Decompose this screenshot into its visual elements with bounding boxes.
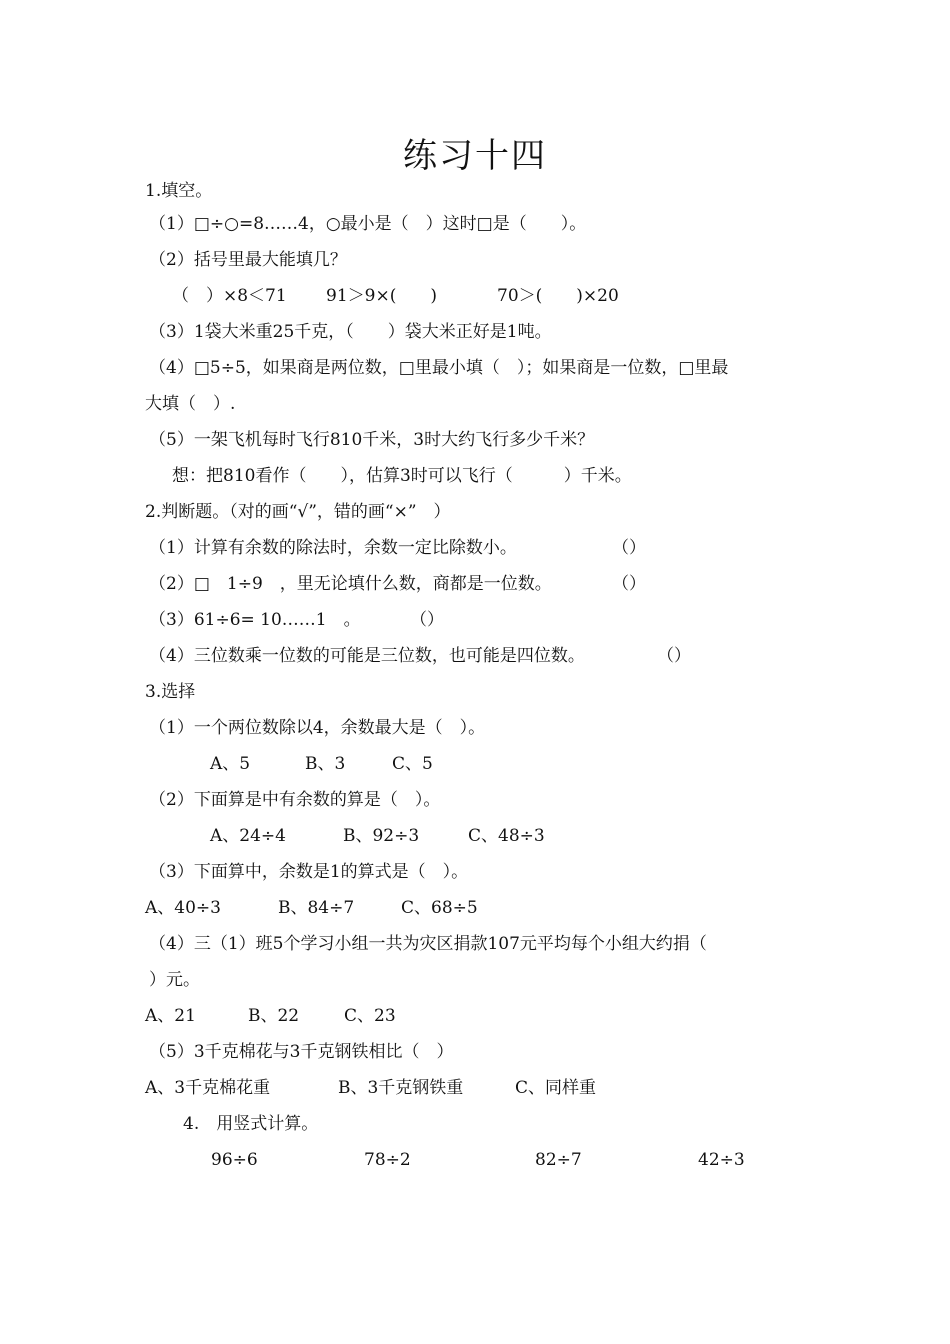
s4-item-1: 96÷6 (211, 1150, 258, 1170)
s1-question-5: （5）一架飞机每时飞行810千米，3时大约飞行多少千米？ (149, 430, 595, 450)
s3-question-3: （3）下面算中，余数是1的算式是（ ）。 (149, 862, 469, 882)
s3-question-1: （1）一个两位数除以4，余数最大是（ ）。 (149, 718, 486, 738)
s1-question-4-line-1: （4）□5÷5，如果商是两位数，□里最小填（ ）；如果商是一位数，□里最 (149, 358, 729, 378)
s3-question-4-line-1: （4）三（1）班5个学习小组一共为灾区捐款107元平均每个小组大约捐（ (149, 934, 707, 954)
s3-q2-option-b: B、92÷3 (343, 826, 420, 846)
s2-q1-answer-mark: （） (612, 538, 646, 558)
s3-question-5: （5）3千克棉花与3千克钢铁相比（ ） (149, 1042, 454, 1062)
s3-q1-option-a: A、5 (210, 754, 251, 774)
s2-question-2: （2）□ 1÷9 ，里无论填什么数，商都是一位数。 (149, 574, 552, 594)
s1-question-3: （3）1袋大米重25千克，（ ）袋大米正好是1吨。 (149, 322, 552, 342)
s1-question-5-hint: 想：把810看作（ ），估算3时可以飞行（ ）千米。 (172, 466, 632, 486)
section-1-heading: 1.填空。 (145, 181, 213, 201)
s4-item-3: 82÷7 (535, 1150, 582, 1170)
s3-question-4-line-2: ）元。 (149, 970, 200, 990)
s1-q2-item-a: （ ）×8＜71 (172, 286, 287, 306)
s3-q2-option-c: C、48÷3 (468, 826, 545, 846)
s2-question-4: （4）三位数乘一位数的可能是三位数，也可能是四位数。 (149, 646, 585, 666)
s1-question-1: （1）□÷○=8……4，○最小是（ ）这时□是（ ）。 (149, 214, 587, 234)
section-2-heading: 2.判断题。（对的画“√”，错的画“×” ） (145, 502, 451, 522)
s3-q3-option-b: B、84÷7 (278, 898, 355, 918)
section-3-heading: 3.选择 (145, 682, 196, 702)
s2-question-3: （3）61÷6= 10……1 。 (149, 610, 361, 630)
s3-question-2: （2）下面算是中有余数的算是（ ）。 (149, 790, 441, 810)
s4-item-4: 42÷3 (698, 1150, 745, 1170)
s3-q5-option-c: C、同样重 (515, 1078, 597, 1098)
s3-q4-option-a: A、21 (145, 1006, 196, 1026)
s1-q2-item-c: 70＞( )×20 (497, 286, 619, 306)
s2-q2-answer-mark: （） (612, 574, 646, 594)
s1-question-4-line-2: 大填（ ）. (145, 394, 236, 414)
s1-q2-item-b: 91＞9×( ) (326, 286, 437, 306)
s2-question-1: （1）计算有余数的除法时，余数一定比除数小。 (149, 538, 517, 558)
s2-q4-answer-mark: （） (657, 646, 691, 666)
s3-q2-option-a: A、24÷4 (210, 826, 286, 846)
s3-q5-option-a: A、3千克棉花重 (145, 1078, 271, 1098)
page-title: 练习十四 (403, 136, 547, 176)
s2-q3-answer-mark: （） (410, 610, 444, 630)
s3-q1-option-b: B、3 (305, 754, 346, 774)
s3-q4-option-b: B、22 (248, 1006, 300, 1026)
s1-question-2: （2）括号里最大能填几？ (149, 250, 347, 270)
s3-q4-option-c: C、23 (344, 1006, 396, 1026)
s3-q1-option-c: C、5 (392, 754, 433, 774)
section-4-heading: 4. 用竖式计算。 (183, 1114, 319, 1134)
s3-q3-option-a: A、40÷3 (145, 898, 221, 918)
s3-q5-option-b: B、3千克钢铁重 (338, 1078, 464, 1098)
s4-item-2: 78÷2 (364, 1150, 411, 1170)
s3-q3-option-c: C、68÷5 (401, 898, 478, 918)
